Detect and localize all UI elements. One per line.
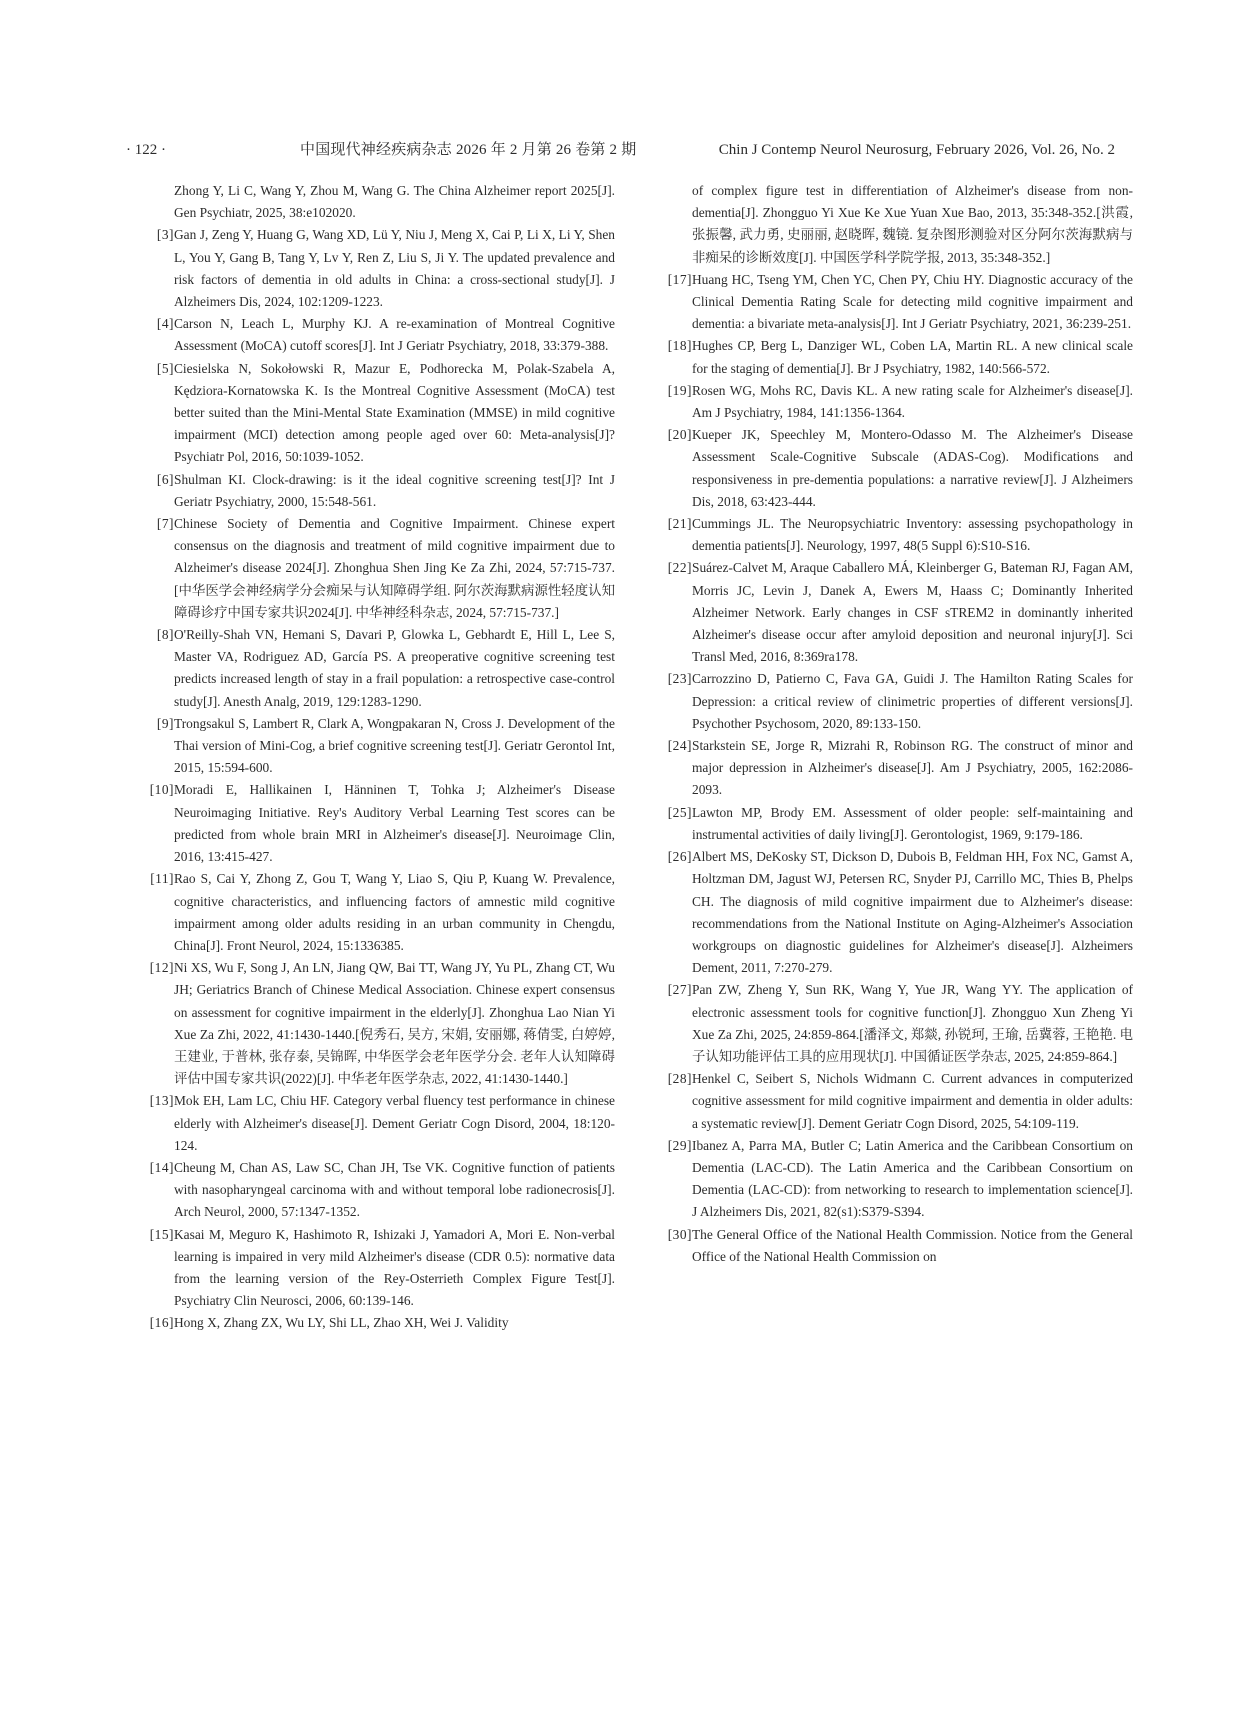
reference-entry — [658, 802, 1133, 846]
reference-text: Cheung M, Chan AS, Law SC, Chan JH, Tse VK. Cognitive function of patients with nasopharyngeal carcinoma with and without temporal lobe radionecrosis[J]. Arch Neurol, 2000, 57:1347-1352. — [174, 1159, 615, 1220]
reference-entry — [140, 180, 615, 224]
reference-text: Cummings JL. The Neuropsychiatric Inventory: assessing psychopathology in dementia patients[J]. Neurology, 1997, 48(5 Suppl 6):S10-S16. — [692, 516, 1133, 554]
reference-entry — [658, 380, 1133, 424]
reference-entry — [140, 1090, 615, 1157]
reference-number: [4] — [156, 316, 174, 332]
reference-number: [10] — [149, 782, 174, 798]
reference-text: O'Reilly-Shah VN, Hemani S, Davari P, Glowka L, Gebhardt E, Hill L, Lee S, Master VA, Rodriguez AD, García PS. A preoperative cognitive screening test predicts increased length of stay in a frail population: a retrospective case-control study[J]. Anesth Analg, 2019, 129:1283-1290. — [174, 627, 615, 709]
reference-number: [28] — [667, 1071, 692, 1087]
reference-entry — [658, 269, 1133, 336]
reference-entry — [658, 979, 1133, 1068]
reference-entry — [140, 713, 615, 780]
reference-entry — [658, 735, 1133, 802]
reference-text: Shulman KI. Clock-drawing: is it the ideal cognitive screening test[J]? Int J Geriatr Psychiatry, 2000, 15:548-561. — [174, 471, 615, 509]
reference-entry — [658, 557, 1133, 668]
reference-number: [12] — [149, 960, 174, 976]
reference-entry — [658, 1224, 1133, 1268]
reference-text: Carrozzino D, Patierno C, Fava GA, Guidi J. The Hamilton Rating Scales for Depression: a critical review of clinimetric properties of different versions[J]. Psychother Psychosom, 2020, 89:133-150. — [692, 671, 1133, 731]
reference-text: Trongsakul S, Lambert R, Clark A, Wongpakaran N, Cross J. Development of the Thai version of Mini-Cog, a brief cognitive screening test[J]. Geriatr Gerontol Int, 2015, 15:594-600. — [174, 715, 615, 776]
reference-text: Moradi E, Hallikainen I, Hänninen T, Tohka J; Alzheimer's Disease Neuroimaging Initiative. Rey's Auditory Verbal Learning Test scores can be predicted from whole brain MRI in Alzheimer's disease[J]. Neuroimage Clin, 2016, 13:415-427. — [174, 782, 615, 865]
reference-number: [29] — [667, 1137, 692, 1153]
reference-entry — [140, 358, 615, 469]
reference-number: [19] — [667, 382, 692, 398]
reference-text: Kueper JK, Speechley M, Montero-Odasso M. The Alzheimer's Disease Assessment Scale-Cognitive Subscale (ADAS-Cog). Modifications and responsiveness in pre-dementia populations: a narrative review[J]. J Alzheimers Dis, 2018, 63:423-444. — [692, 427, 1133, 509]
reference-number: [7] — [156, 516, 174, 532]
reference-text: Zhong Y, Li C, Wang Y, Zhou M, Wang G. The China Alzheimer report 2025[J]. Gen Psychiatr, 2025, 38:e102020. — [174, 183, 615, 221]
reference-entry — [140, 513, 615, 624]
reference-text: Ni XS, Wu F, Song J, An LN, Jiang QW, Bai TT, Wang JY, Yu PL, Zhang CT, Wu JH; Geriatrics Branch of Chinese Medical Association. Chinese expert consensus on assessment for cognitive impairment in the elderly[J]. Zhonghua Lao Nian Yi Xue Za Zhi, 2022, 41:1430-1440.[倪秀石, 吴方, 宋娟, 安丽娜, 蒋倩雯, 白婷婷, 王建业, 于普林, 张存泰, 吴锦晖, 中华医学会老年医学分会. 老年人认知障碍评估中国专家共识(2022)[J]. 中华老年医学杂志, 2022, 41:1430-1440.] — [174, 960, 615, 1087]
reference-number: [5] — [156, 360, 174, 376]
reference-text: Hong X, Zhang ZX, Wu LY, Shi LL, Zhao XH, Wei J. Validity — [174, 1315, 509, 1331]
reference-entry — [140, 224, 615, 313]
page-header — [0, 138, 1258, 162]
reference-entry — [658, 846, 1133, 979]
reference-text: Hughes CP, Berg L, Danziger WL, Coben LA, Martin RL. A new clinical scale for the staging of dementia[J]. Br J Psychiatry, 1982, 140:566-572. — [692, 338, 1133, 376]
reference-number: [3] — [156, 227, 174, 243]
reference-number: [24] — [667, 738, 692, 754]
reference-entry — [658, 513, 1133, 557]
reference-number: [27] — [667, 982, 692, 998]
reference-number: [18] — [667, 338, 692, 354]
journal-title-english: Chin J Contemp Neurol Neurosurg, February 2026, Vol. 26, No. 2 — [718, 142, 1115, 158]
reference-number: [30] — [667, 1226, 692, 1242]
reference-text: Gan J, Zeng Y, Huang G, Wang XD, Lü Y, Niu J, Meng X, Cai P, Li X, Li Y, Shen L, You Y, Gang B, Tang Y, Lv Y, Ren Z, Liu S, Ji Y. The updated prevalence and risk factors of dementia in old adults in China: a cross-sectional study[J]. J Alzheimers Dis, 2024, 102:1209-1223. — [174, 227, 615, 310]
reference-text: Kasai M, Meguro K, Hashimoto R, Ishizaki J, Yamadori A, Mori E. Non-verbal learning is impaired in very mild Alzheimer's disease (CDR 0.5): normative data from the learning version of the Rey-Osterrieth Complex Figure Test[J]. Psychiatry Clin Neurosci, 2006, 60:139-146. — [174, 1226, 615, 1309]
reference-text: Rao S, Cai Y, Zhong Z, Gou T, Wang Y, Liao S, Qiu P, Kuang W. Prevalence, cognitive characteristics, and influencing factors of amnestic mild cognitive impairment among older adults residing in an urban community in Chengdu, China[J]. Front Neurol, 2024, 15:1336385. — [174, 871, 615, 953]
reference-entry — [140, 1157, 615, 1224]
reference-text: Ciesielska N, Sokołowski R, Mazur E, Podhorecka M, Polak-Szabela A, Kędziora-Kornatowska K. Is the Montreal Cognitive Assessment (MoCA) test better suited than the Mini-Mental State Examination (MMSE) in mild cognitive impairment (MCI) detection among people aged over 60: Meta-analysis[J]? Psychiatr Pol, 2016, 50:1039-1052. — [174, 360, 615, 465]
reference-number: [23] — [667, 671, 692, 687]
reference-number: [25] — [667, 804, 692, 820]
reference-list-left-column — [140, 180, 615, 1335]
reference-number: [9] — [156, 715, 174, 731]
reference-text: Carson N, Leach L, Murphy KJ. A re-examination of Montreal Cognitive Assessment (MoCA) cutoff scores[J]. Int J Geriatr Psychiatry, 2018, 33:379-388. — [174, 316, 615, 354]
reference-entry — [140, 469, 615, 513]
reference-text: Ibanez A, Parra MA, Butler C; Latin America and the Caribbean Consortium on Dementia (LAC-CD). The Latin America and the Caribbean Consortium on Dementia (LAC-CD): from networking to research to implementation science[J]. J Alzheimers Dis, 2021, 82(s1):S379-S394. — [692, 1137, 1133, 1220]
reference-entry — [658, 1068, 1133, 1135]
reference-list-right-column — [658, 180, 1133, 1268]
journal-title-chinese: 中国现代神经疾病杂志 2026 年 2 月第 26 卷第 2 期 — [300, 142, 637, 158]
page-number: · 122 · — [126, 142, 166, 158]
reference-entry — [658, 180, 1133, 269]
reference-number: [15] — [149, 1226, 174, 1242]
reference-entry — [140, 1312, 615, 1334]
reference-entry — [140, 868, 615, 957]
reference-number: [26] — [667, 849, 692, 865]
reference-text: Henkel C, Seibert S, Nichols Widmann C. Current advances in computerized cognitive assessment for mild cognitive impairment and dementia in older adults: a systematic review[J]. Dement Geriatr Cogn Disord, 2025, 54:109-119. — [692, 1071, 1133, 1131]
reference-text: Albert MS, DeKosky ST, Dickson D, Dubois B, Feldman HH, Fox NC, Gamst A, Holtzman DM, Jagust WJ, Petersen RC, Snyder PJ, Carrillo MC, Thies B, Phelps CH. The diagnosis of mild cognitive impairment due to Alzheimer's disease: recommendations from the National Institute on Aging-Alzheimer's Association workgroups on diagnostic guidelines for Alzheimer's disease[J]. Alzheimers Dement, 2011, 7:270-279. — [692, 849, 1133, 976]
reference-entry — [658, 424, 1133, 513]
reference-text: Rosen WG, Mohs RC, Davis KL. A new rating scale for Alzheimer's disease[J]. Am J Psychiatry, 1984, 141:1356-1364. — [692, 382, 1133, 421]
reference-text: of complex figure test in differentiation of Alzheimer's disease from non-dementia[J]. Zhongguo Yi Xue Ke Xue Yuan Xue Bao, 2013, 35:348-352.[洪霞, 张振馨, 武力勇, 史丽丽, 赵晓晖, 魏镜. 复杂图形测验对区分阿尔茨海默病与非痴呆的诊断效度[J]. 中国医学科学院学报, 2013, 35:348-352.] — [692, 183, 1133, 265]
reference-entry — [140, 779, 615, 868]
reference-number: [20] — [667, 427, 692, 443]
reference-text: Chinese Society of Dementia and Cognitive Impairment. Chinese expert consensus on the diagnosis and treatment of mild cognitive impairment due to Alzheimer's disease 2024[J]. Zhonghua Shen Jing Ke Za Zhi, 2024, 57:715-737.[中华医学会神经病学分会痴呆与认知障碍学组. 阿尔茨海默病源性轻度认知障碍诊疗中国专家共识2024[J]. 中华神经科杂志, 2024, 57:715-737.] — [174, 516, 615, 620]
reference-text: Pan ZW, Zheng Y, Sun RK, Wang Y, Yue JR, Wang YY. The application of electronic assessment tools for cognitive function[J]. Zhongguo Xun Zheng Yi Xue Za Zhi, 2025, 24:859-864.[潘泽文, 郑燚, 孙锐珂, 王瑜, 岳冀蓉, 王艳艳. 电子认知功能评估工具的应用现状[J]. 中国循证医学杂志, 2025, 24:859-864.] — [692, 982, 1133, 1064]
reference-number: [17] — [667, 271, 692, 287]
reference-entry — [140, 957, 615, 1090]
reference-entry — [140, 624, 615, 713]
reference-text: Lawton MP, Brody EM. Assessment of older people: self-maintaining and instrumental activities of daily living[J]. Gerontologist, 1969, 9:179-186. — [692, 804, 1133, 842]
reference-number: [13] — [149, 1093, 174, 1109]
reference-number: [11] — [150, 871, 174, 887]
reference-number: [14] — [149, 1159, 174, 1175]
reference-entry — [658, 335, 1133, 379]
reference-entry — [658, 1135, 1133, 1224]
reference-text: The General Office of the National Health Commission. Notice from the General Office of the National Health Commission on — [692, 1226, 1133, 1264]
reference-number: [22] — [667, 560, 692, 576]
reference-text: Huang HC, Tseng YM, Chen YC, Chen PY, Chiu HY. Diagnostic accuracy of the Clinical Dementia Rating Scale for detecting mild cognitive impairment and dementia: a bivariate meta-analysis[J]. Int J Geriatr Psychiatry, 2021, 36:239-251. — [692, 271, 1133, 332]
reference-entry — [140, 313, 615, 357]
reference-entry — [140, 1224, 615, 1313]
reference-entry — [658, 668, 1133, 735]
reference-text: Starkstein SE, Jorge R, Mizrahi R, Robinson RG. The construct of minor and major depression in Alzheimer's disease[J]. Am J Psychiatry, 2005, 162:2086-2093. — [692, 738, 1133, 798]
reference-text: Mok EH, Lam LC, Chiu HF. Category verbal fluency test performance in chinese elderly with Alzheimer's disease[J]. Dement Geriatr Cogn Disord, 2004, 18:120-124. — [174, 1093, 615, 1153]
reference-text: Suárez-Calvet M, Araque Caballero MÁ, Kleinberger G, Bateman RJ, Fagan AM, Morris JC, Levin J, Danek A, Ewers M, Haass C; Dominantly Inherited Alzheimer Network. Early changes in CSF sTREM2 in dominantly inherited Alzheimer's disease occur after amyloid deposition and neuronal injury[J]. Sci Transl Med, 2016, 8:369ra178. — [692, 560, 1133, 665]
reference-number: [21] — [667, 516, 692, 532]
reference-number: [6] — [156, 471, 174, 487]
reference-number: [16] — [149, 1315, 174, 1331]
reference-number: [8] — [156, 627, 174, 643]
